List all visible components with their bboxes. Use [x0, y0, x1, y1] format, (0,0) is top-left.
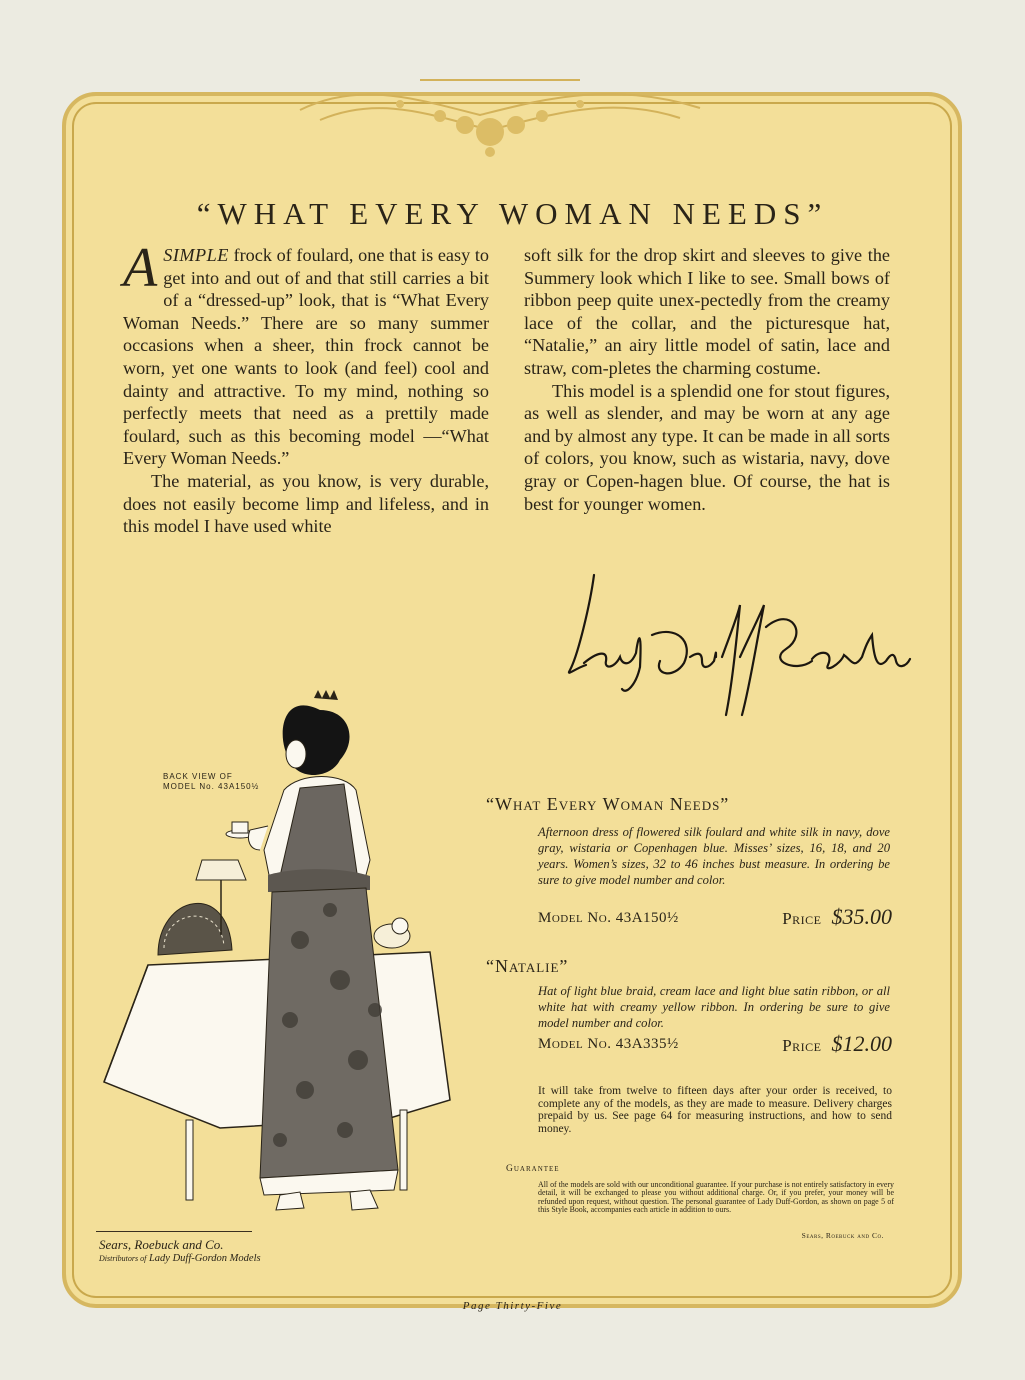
- product-title-dress: “What Every Woman Needs”: [486, 794, 730, 814]
- distributor-line: [99, 1253, 261, 1264]
- article-paragraph-2: The material, as you know, is very durable, does not easily become limp and lifeless, and in this model I have used white: [123, 470, 489, 537]
- article-left-column: [123, 237, 489, 538]
- page-title: “WHAT EVERY WOMAN NEEDS”: [196, 196, 829, 231]
- article-paragraph-4: This model is a splendid one for stout figures, as well as slender, and may be worn at any age and by almost any type. It can be made in all sorts of colors, you know, such as wistaria, navy, dove gray or Copen-hagen blue. Of course, the hat is best for younger women.: [524, 380, 890, 514]
- woman-at-tea-table-illustration: [100, 680, 460, 1225]
- guarantee-text: All of the models are sold with our unconditional guarantee. If your purchase is not entirely satisfactory in every detail, it will be exchanged to please you without additional charge. Or, if you prefer, your money will be refunded upon request, without question. The personal guarantee of Lady Duff-Gordon, as shown on page 5 of this Style Book, accompanies each article in addition to ours.: [538, 1180, 894, 1215]
- article-paragraph-3: soft silk for the drop skirt and sleeves to give the Summery look which I like to see. Small bows of ribbon peep quite unex-pectedly from the creamy lace of the collar, and the picturesque hat, “Natalie,” an airy little model of satin, lace and straw, com-pletes the charming costume.: [524, 245, 890, 378]
- price-label: Price: [782, 909, 822, 928]
- price-value: $35.00: [831, 904, 892, 929]
- lady-duff-gordon-signature: [556, 565, 916, 725]
- product-price-row-dress: [782, 904, 892, 930]
- product-model-dress: Model No. 43A150½: [538, 910, 679, 926]
- article-paragraph-1: frock of foulard, one that is easy to get into and out of and that still carries a bit of a “dressed-up” look, that is “What Every Woman Needs.” There are so many summer occasions when a sheer, thin frock cannot be worn, yet one wants to look (and feel) cool and dainty and attractive. To my mind, nothing so perfectly meets that need as a prettily made foulard, such as this becoming model —“What Every Woman Needs.”: [123, 245, 489, 469]
- drop-cap: A: [123, 237, 158, 299]
- back-view-label-line-1: BACK VIEW OF: [163, 772, 233, 781]
- product-price-row-hat: [782, 1031, 892, 1057]
- price-value: $12.00: [831, 1031, 892, 1056]
- distributor-rule: [96, 1231, 252, 1232]
- article-right-column: [524, 244, 890, 515]
- distributor-prefix: Distributors of: [99, 1254, 147, 1263]
- product-model-hat: Model No. 43A335½: [538, 1036, 679, 1052]
- floral-ornament: [280, 70, 720, 170]
- price-label: Price: [782, 1036, 822, 1055]
- guarantee-heading: Guarantee: [506, 1164, 560, 1174]
- product-title-hat: “Natalie”: [486, 956, 569, 976]
- distributor-suffix: Lady Duff-Gordon Models: [148, 1253, 261, 1264]
- lead-words: SIMPLE: [163, 245, 229, 265]
- guarantee-signature: Sears, Roebuck and Co.: [801, 1231, 884, 1240]
- product-description-hat: Hat of light blue braid, cream lace and light blue satin ribbon, or all white hat with creamy yellow ribbon. In ordering be sure to give model number and color.: [538, 984, 890, 1030]
- delivery-notice: It will take from twelve to fifteen days after your order is received, to complete any of the models, as they are made to measure. Delivery charges prepaid by us. See page 64 for measuring instructions, and how to send money.: [538, 1085, 892, 1135]
- back-view-label-line-2: MODEL No. 43A150½: [163, 782, 260, 791]
- page-number: Page Thirty-Five: [462, 1300, 563, 1312]
- product-description-dress: Afternoon dress of flowered silk foulard and white silk in navy, dove gray, wistaria or Copenhagen blue. Misses’ sizes, 16, 18, and 20 years. Women’s sizes, 32 to 46 inches bust measure. In ordering be sure to give model number and color.: [538, 825, 890, 887]
- distributor-name: Sears, Roebuck and Co.: [99, 1237, 224, 1252]
